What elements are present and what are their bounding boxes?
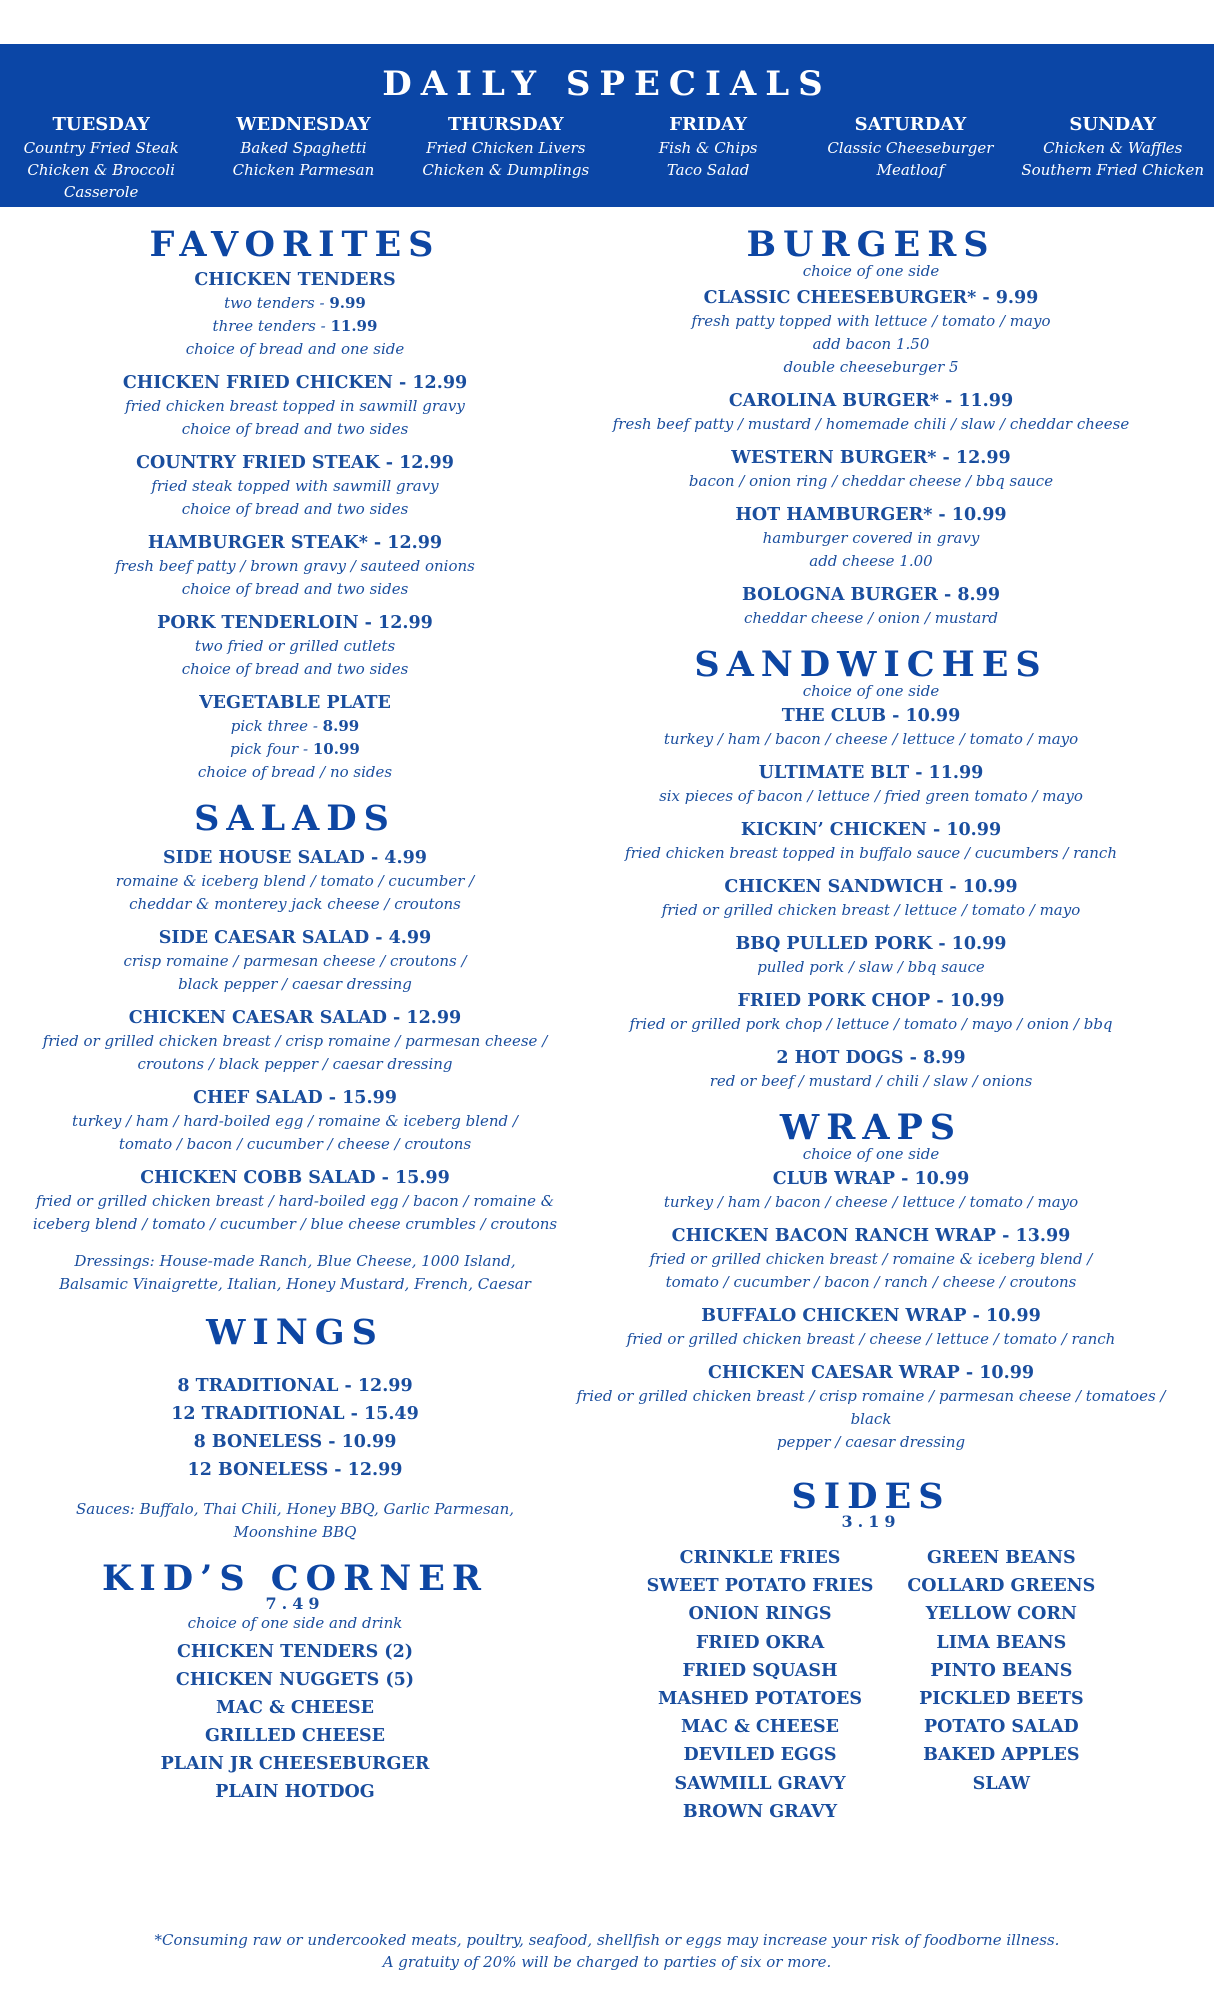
day-item: Meatloaf — [876, 161, 945, 179]
menu-item-title: KICKIN’ CHICKEN - 10.99 — [740, 820, 1002, 840]
menu-item — [0, 531, 590, 601]
special-day-saturday — [809, 113, 1011, 203]
menu-item-desc: six pieces of bacon / lettuce / fried green tomato / mayo — [659, 787, 1083, 805]
price-label: pick four - — [230, 740, 313, 758]
menu-item-desc: choice of bread and one side — [185, 340, 405, 358]
menu-item-desc: choice of bread and two sides — [181, 660, 409, 678]
list-item: POTATO SALAD — [923, 1717, 1079, 1738]
daily-specials-title: DAILY SPECIALS — [382, 64, 832, 104]
menu-item — [566, 761, 1176, 808]
sides-section — [566, 1474, 1176, 1826]
menu-item — [566, 389, 1176, 436]
menu-item-title: BOLOGNA BURGER - 8.99 — [741, 585, 1000, 605]
kids-list — [0, 1638, 590, 1806]
menu-item — [0, 268, 590, 361]
day-item: Baked Spaghetti — [240, 139, 367, 157]
day-item: Chicken & Broccoli Casserole — [27, 161, 175, 201]
wings-list — [0, 1372, 590, 1484]
menu-item — [0, 926, 590, 996]
menu-item-desc: croutons / black pepper / caesar dressing — [137, 1055, 453, 1073]
menu-item-desc — [0, 315, 590, 338]
price-value: 10.99 — [312, 740, 360, 758]
day-name: WEDNESDAY — [236, 114, 371, 135]
menu-item — [566, 583, 1176, 630]
list-item: PINTO BEANS — [930, 1660, 1073, 1681]
list-item: MASHED POTATOES — [657, 1689, 863, 1710]
day-item: Fish & Chips — [658, 139, 758, 157]
menu-item-desc: red or beef / mustard / chili / slaw / onions — [709, 1072, 1033, 1090]
menu-item-title: THE CLUB - 10.99 — [781, 706, 961, 726]
menu-item-desc: crisp romaine / parmesan cheese / croutons / — [123, 952, 467, 970]
price-value: 11.99 — [330, 317, 378, 335]
kids-section — [0, 1556, 590, 1806]
day-name: THURSDAY — [447, 114, 564, 135]
price-value: 8.99 — [322, 717, 360, 735]
menu-item — [0, 451, 590, 521]
day-item: Taco Salad — [666, 161, 750, 179]
wraps-section — [566, 1105, 1176, 1454]
menu-item-desc: fried chicken breast topped in buffalo sauce / cucumbers / ranch — [625, 844, 1117, 862]
menu-item — [0, 1086, 590, 1156]
menu-item-desc: choice of bread and two sides — [181, 580, 409, 598]
menu-item-title: SIDE CAESAR SALAD - 4.99 — [158, 928, 432, 948]
sandwiches-subtitle: choice of one side — [802, 682, 940, 700]
sides-list — [566, 1544, 1176, 1826]
menu-item — [566, 1046, 1176, 1093]
menu-item-title: PORK TENDERLOIN - 12.99 — [157, 613, 433, 633]
sides-column-2 — [907, 1544, 1095, 1826]
menu-item-desc: fried or grilled pork chop / lettuce / tomato / mayo / onion / bbq — [629, 1015, 1113, 1033]
menu-item-desc: two fried or grilled cutlets — [194, 637, 396, 655]
menu-item-desc: hamburger covered in gravy — [762, 529, 980, 547]
menu-item-desc: fried chicken breast topped in sawmill gravy — [125, 397, 465, 415]
kids-subtitle: choice of one side and drink — [187, 1614, 403, 1632]
menu-item-desc — [0, 738, 590, 761]
menu-item-desc: fresh patty topped with lettuce / tomato / mayo — [691, 312, 1051, 330]
day-name: SATURDAY — [854, 114, 967, 135]
menu-item-title: BBQ PULLED PORK - 10.99 — [735, 934, 1007, 954]
list-item: BAKED APPLES — [923, 1745, 1080, 1766]
specials-days — [0, 113, 1214, 203]
kids-title: KID’S CORNER — [102, 1558, 488, 1599]
menu-item-title: CHICKEN SANDWICH - 10.99 — [724, 877, 1018, 897]
list-item: 8 BONELESS - 10.99 — [193, 1432, 397, 1452]
menu-item-title: CHICKEN BACON RANCH WRAP - 13.99 — [671, 1226, 1071, 1246]
menu-item-desc: romaine & iceberg blend / tomato / cucumber / — [115, 872, 475, 890]
menu-item-title: SIDE HOUSE SALAD - 4.99 — [163, 848, 427, 868]
footer-line: *Consuming raw or undercooked meats, poultry, seafood, shellfish or eggs may increase your risk of foodborne illness. — [154, 1931, 1060, 1949]
menu-item-title: VEGETABLE PLATE — [199, 693, 391, 713]
list-item: MAC & CHEESE — [216, 1698, 374, 1718]
list-item: CRINKLE FRIES — [679, 1548, 841, 1568]
menu-item-desc: tomato / cucumber / bacon / ranch / cheese / croutons — [665, 1273, 1077, 1291]
special-day-sunday — [1012, 113, 1214, 203]
menu-item — [566, 875, 1176, 922]
special-day-friday — [607, 113, 809, 203]
menu-item — [0, 371, 590, 441]
menu-item — [566, 1167, 1176, 1214]
list-item: GREEN BEANS — [927, 1548, 1076, 1568]
day-item: Country Fried Steak — [23, 139, 179, 157]
day-name: TUESDAY — [52, 114, 150, 135]
menu-item-desc: turkey / ham / bacon / cheese / lettuce / tomato / mayo — [663, 730, 1079, 748]
list-item: GRILLED CHEESE — [204, 1726, 385, 1746]
menu-item-desc — [0, 292, 590, 315]
menu-item-desc: choice of bread and two sides — [181, 500, 409, 518]
menu-item-title: CAROLINA BURGER* - 11.99 — [728, 391, 1014, 411]
menu-item-desc: fresh beef patty / brown gravy / sauteed onions — [115, 557, 475, 575]
menu-item-title: HAMBURGER STEAK* - 12.99 — [147, 533, 443, 553]
menu-item-desc: pulled pork / slaw / bbq sauce — [757, 958, 985, 976]
menu-item-desc: turkey / ham / hard-boiled egg / romaine & iceberg blend / — [72, 1112, 518, 1130]
menu-item-title: CHICKEN CAESAR SALAD - 12.99 — [128, 1008, 462, 1028]
list-item: PLAIN HOTDOG — [215, 1782, 375, 1802]
menu-item-desc: fried or grilled chicken breast / hard-boiled egg / bacon / romaine & — [35, 1192, 555, 1210]
menu-item-title: CHICKEN TENDERS — [194, 270, 396, 290]
menu-item-title: COUNTRY FRIED STEAK - 12.99 — [136, 453, 454, 473]
favorites-title: FAVORITES — [149, 224, 441, 265]
menu-item-desc: turkey / ham / bacon / cheese / lettuce / tomato / mayo — [663, 1193, 1079, 1211]
wings-section — [0, 1310, 590, 1544]
menu-item — [566, 932, 1176, 979]
salads-title: SALADS — [194, 798, 396, 839]
menu-item-desc: double cheeseburger 5 — [783, 358, 959, 376]
wraps-title: WRAPS — [779, 1107, 963, 1148]
menu-item — [0, 691, 590, 784]
menu-item-desc: add cheese 1.00 — [809, 552, 933, 570]
kids-price: 7.49 — [265, 1594, 325, 1613]
menu-item — [566, 446, 1176, 493]
menu-item-title: HOT HAMBURGER* - 10.99 — [735, 505, 1007, 525]
menu-item-desc: add bacon 1.50 — [812, 335, 930, 353]
list-item: 12 TRADITIONAL - 15.49 — [171, 1404, 419, 1424]
menu-item-title: CHEF SALAD - 15.99 — [193, 1088, 397, 1108]
menu-item — [566, 989, 1176, 1036]
favorites-section — [0, 222, 590, 784]
burgers-title: BURGERS — [746, 224, 996, 265]
list-item: COLLARD GREENS — [907, 1576, 1096, 1597]
wraps-subtitle: choice of one side — [802, 1145, 940, 1163]
menu-item-title: BUFFALO CHICKEN WRAP - 10.99 — [701, 1306, 1041, 1326]
list-item: ONION RINGS — [688, 1604, 832, 1625]
menu-item-desc: fried or grilled chicken breast / crisp romaine / parmesan cheese / — [42, 1032, 548, 1050]
list-item: PICKLED BEETS — [919, 1689, 1084, 1710]
right-column — [566, 222, 1176, 1826]
dressings-note — [0, 1250, 590, 1296]
menu-item-desc: fried steak topped with sawmill gravy — [151, 477, 439, 495]
footer-disclaimer — [0, 1929, 1214, 1973]
menu-item-desc: choice of bread / no sides — [197, 763, 393, 781]
list-item: MAC & CHEESE — [681, 1717, 839, 1738]
menu-item-desc: fried or grilled chicken breast / lettuce / tomato / mayo — [661, 901, 1081, 919]
day-item: Chicken & Dumplings — [422, 161, 590, 179]
menu-item-title: CHICKEN COBB SALAD - 15.99 — [140, 1168, 450, 1188]
sauces-line: Sauces: Buffalo, Thai Chili, Honey BBQ, Garlic Parmesan, — [75, 1500, 515, 1518]
special-day-tuesday — [0, 113, 202, 203]
list-item: SAWMILL GRAVY — [674, 1773, 846, 1794]
list-item: 8 TRADITIONAL - 12.99 — [177, 1376, 413, 1396]
menu-item-title: ULTIMATE BLT - 11.99 — [758, 763, 984, 783]
wings-title: WINGS — [206, 1312, 384, 1353]
menu-item — [0, 846, 590, 916]
list-item: SLAW — [972, 1773, 1030, 1794]
menu-item — [0, 611, 590, 681]
day-name: SUNDAY — [1069, 114, 1157, 135]
list-item: CHICKEN TENDERS (2) — [176, 1642, 414, 1662]
menu-item-desc: bacon / onion ring / cheddar cheese / bbq sauce — [688, 472, 1054, 490]
day-item: Fried Chicken Livers — [426, 139, 586, 157]
sauces-note — [0, 1498, 590, 1544]
sandwiches-title: SANDWICHES — [694, 644, 1048, 685]
day-item: Southern Fried Chicken — [1021, 161, 1205, 179]
burgers-section — [566, 222, 1176, 630]
menu-item — [566, 704, 1176, 751]
menu-item-desc: choice of bread and two sides — [181, 420, 409, 438]
price-label: pick three - — [230, 717, 323, 735]
day-item: Chicken & Waffles — [1043, 139, 1183, 157]
left-column — [0, 222, 590, 1806]
burgers-subtitle: choice of one side — [802, 262, 940, 280]
menu-item-title: CHICKEN CAESAR WRAP - 10.99 — [707, 1363, 1035, 1383]
list-item: CHICKEN NUGGETS (5) — [175, 1670, 415, 1690]
sandwiches-section — [566, 642, 1176, 1093]
footer-line: A gratuity of 20% will be charged to parties of six or more. — [382, 1953, 832, 1971]
menu-item — [566, 503, 1176, 573]
list-item: FRIED SQUASH — [682, 1660, 838, 1681]
salads-section — [0, 796, 590, 1296]
menu-item-desc: tomato / bacon / cucumber / cheese / croutons — [118, 1135, 472, 1153]
menu-item-desc: pepper / caesar dressing — [776, 1433, 966, 1451]
list-item: 12 BONELESS - 12.99 — [187, 1460, 403, 1480]
list-item: BROWN GRAVY — [682, 1801, 838, 1822]
menu-item-title: CHICKEN FRIED CHICKEN - 12.99 — [122, 373, 468, 393]
list-item: FRIED OKRA — [695, 1632, 825, 1653]
price-label: three tenders - — [212, 317, 331, 335]
menu-item-desc: cheddar & monterey jack cheese / croutons — [129, 895, 461, 913]
menu-item-desc: cheddar cheese / onion / mustard — [743, 609, 999, 627]
menu-item-desc: black pepper / caesar dressing — [178, 975, 412, 993]
list-item: PLAIN JR CHEESEBURGER — [160, 1754, 430, 1774]
day-item: Classic Cheeseburger — [827, 139, 994, 157]
price-label: two tenders - — [224, 294, 330, 312]
menu-item — [566, 286, 1176, 379]
menu-item-title: WESTERN BURGER* - 12.99 — [731, 448, 1011, 468]
dressings-line: Dressings: House-made Ranch, Blue Cheese, 1000 Island, — [74, 1252, 516, 1270]
list-item: DEVILED EGGS — [683, 1745, 837, 1766]
list-item: SWEET POTATO FRIES — [646, 1576, 874, 1597]
day-name: FRIDAY — [669, 114, 747, 135]
sides-column-1 — [647, 1544, 874, 1826]
list-item: LIMA BEANS — [936, 1632, 1067, 1653]
menu-item-title: FRIED PORK CHOP - 10.99 — [737, 991, 1005, 1011]
sides-title: SIDES — [791, 1476, 951, 1517]
menu-item — [566, 1361, 1176, 1454]
special-day-wednesday — [202, 113, 404, 203]
menu-item-desc: fried or grilled chicken breast / romaine & iceberg blend / — [649, 1250, 1093, 1268]
day-item: Chicken Parmesan — [232, 161, 375, 179]
menu-item-desc: iceberg blend / tomato / cucumber / blue cheese crumbles / croutons — [32, 1215, 558, 1233]
sauces-line: Moonshine BBQ — [233, 1523, 357, 1541]
menu-item-desc — [0, 715, 590, 738]
menu-item-desc: fried or grilled chicken breast / cheese / lettuce / tomato / ranch — [626, 1330, 1116, 1348]
menu-item-desc: fried or grilled chicken breast / crisp romaine / parmesan cheese / tomatoes / black — [576, 1387, 1166, 1428]
special-day-thursday — [405, 113, 607, 203]
menu-item-title: 2 HOT DOGS - 8.99 — [776, 1048, 966, 1068]
menu-item — [0, 1006, 590, 1076]
menu-item — [566, 1304, 1176, 1351]
dressings-line: Balsamic Vinaigrette, Italian, Honey Mustard, French, Caesar — [59, 1275, 531, 1293]
menu-item — [0, 1166, 590, 1236]
sides-price: 3.19 — [841, 1512, 901, 1531]
daily-specials-banner — [0, 44, 1214, 207]
menu-item — [566, 818, 1176, 865]
menu-item-title: CLASSIC CHEESEBURGER* - 9.99 — [703, 288, 1039, 308]
menu-item — [566, 1224, 1176, 1294]
price-value: 9.99 — [329, 294, 366, 312]
menu-item-desc: fresh beef patty / mustard / homemade chili / slaw / cheddar cheese — [612, 415, 1130, 433]
menu-item-title: CLUB WRAP - 10.99 — [772, 1169, 970, 1189]
list-item: YELLOW CORN — [925, 1604, 1077, 1625]
